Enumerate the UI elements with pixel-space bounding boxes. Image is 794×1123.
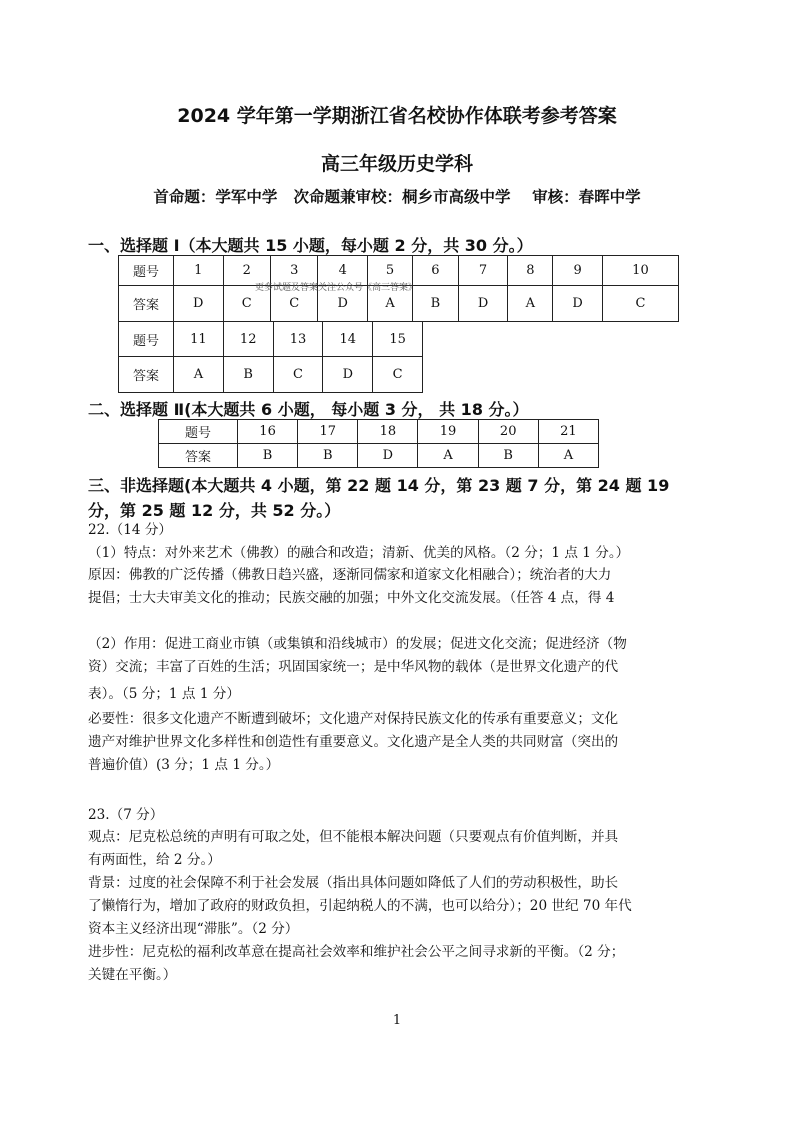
credits-line: 首命题：学军中学 次命题兼审校：桐乡市高级中学 审核：春晖中学 bbox=[153, 188, 641, 206]
row-label-ans: 答案 bbox=[119, 286, 174, 322]
q22-line: 表）。（5 分；1 点 1 分） bbox=[88, 686, 240, 702]
answer-cell: D bbox=[358, 444, 418, 468]
answer-table-2 bbox=[118, 321, 423, 393]
q22-line: 必要性：很多文化遗产不断遭到破坏；文化遗产对保持民族文化的传承有重要意义；文化 bbox=[88, 711, 619, 727]
answer-cell: C bbox=[271, 286, 318, 322]
page-subtitle: 高三年级历史学科 bbox=[320, 153, 473, 175]
answer-cell: B bbox=[413, 286, 459, 322]
question-number: 5 bbox=[368, 256, 413, 286]
table-row bbox=[159, 444, 599, 468]
question-number: 11 bbox=[174, 322, 224, 357]
q23-line: 资本主义经济出现“滞胀”。（2 分） bbox=[88, 921, 299, 937]
question-number: 13 bbox=[273, 322, 323, 357]
question-number: 15 bbox=[373, 322, 423, 357]
question-number: 1 bbox=[174, 256, 224, 286]
answer-cell: D bbox=[553, 286, 603, 322]
answer-cell: A bbox=[368, 286, 413, 322]
question-number: 16 bbox=[238, 420, 298, 444]
question-number: 12 bbox=[223, 322, 273, 357]
question-number: 9 bbox=[553, 256, 603, 286]
question-number: 4 bbox=[318, 256, 368, 286]
answer-cell: A bbox=[508, 286, 553, 322]
answer-cell: D bbox=[318, 286, 368, 322]
answer-cell: A bbox=[418, 444, 478, 468]
section3-heading-line1: 三、非选择题(本大题共 4 小题，第 22 题 14 分，第 23 题 7 分，第 24 题 19 bbox=[88, 476, 670, 495]
question-number: 18 bbox=[358, 420, 418, 444]
question-number: 7 bbox=[458, 256, 508, 286]
answer-cell: C bbox=[602, 286, 678, 322]
answer-cell: D bbox=[458, 286, 508, 322]
answer-cell: C bbox=[223, 286, 270, 322]
row-label-ans: 答案 bbox=[119, 357, 174, 393]
section1-heading: 一、选择题 Ⅰ（本大题共 15 小题，每小题 2 分，共 30 分。） bbox=[88, 236, 533, 255]
question-number: 8 bbox=[508, 256, 553, 286]
q23-line: 进步性：尼克松的福利改革意在提高社会效率和维护社会公平之间寻求新的平衡。（2 分； bbox=[88, 944, 625, 960]
question-number: 2 bbox=[223, 256, 270, 286]
answer-cell: B bbox=[238, 444, 298, 468]
q22-line: （2）作用：促进工商业市镇（或集镇和沿线城市）的发展；促进文化交流；促进经济（物 bbox=[88, 636, 627, 652]
q22-line: 原因：佛教的广泛传播（佛教日趋兴盛，逐渐同儒家和道家文化相融合）；统治者的大力 bbox=[88, 567, 612, 583]
question-number: 6 bbox=[413, 256, 459, 286]
q23-line: 了懒惰行为，增加了政府的财政负担，引起纳税人的不满，也可以给分）；20 世纪 70 年代 bbox=[88, 898, 632, 914]
q22-line: 资）交流；丰富了百姓的生活；巩固国家统一；是中华风物的载体（是世界文化遗产的代 bbox=[88, 659, 619, 675]
question-number: 3 bbox=[271, 256, 318, 286]
question-number: 20 bbox=[478, 420, 538, 444]
answer-cell: A bbox=[174, 357, 224, 393]
section3-heading-line2: 分，第 25 题 12 分，共 52 分。） bbox=[88, 501, 341, 520]
answer-cell: B bbox=[298, 444, 358, 468]
q22-line: 普遍价值）(3 分；1 点 1 分。） bbox=[88, 757, 280, 773]
table-row bbox=[159, 420, 599, 444]
answer-cell: B bbox=[223, 357, 273, 393]
row-label-num: 题号 bbox=[159, 420, 238, 444]
q22-line: 遗产对维护世界文化多样性和创造性有重要意义。文化遗产是全人类的共同财富（突出的 bbox=[88, 734, 619, 750]
watermark-text: 更多试题及答案关注公众号《高三答案》 bbox=[255, 283, 418, 293]
answer-cell: A bbox=[538, 444, 598, 468]
question-number: 17 bbox=[298, 420, 358, 444]
answer-cell: B bbox=[478, 444, 538, 468]
q23-heading: 23.（7 分） bbox=[88, 807, 164, 823]
answer-table-3 bbox=[158, 419, 599, 468]
row-label-num: 题号 bbox=[119, 256, 174, 286]
answer-cell: C bbox=[373, 357, 423, 393]
answer-cell: D bbox=[323, 357, 373, 393]
section2-heading: 二、选择题 Ⅱ(本大题共 6 小题， 每小题 3 分， 共 18 分。） bbox=[88, 400, 529, 419]
page-number: 1 bbox=[392, 1013, 402, 1028]
q22-line: 提倡；士大夫审美文化的推动；民族交融的加强；中外文化交流发展。（任答 4 点，得 4 bbox=[88, 590, 615, 606]
table-row bbox=[119, 357, 423, 393]
answer-cell: D bbox=[174, 286, 224, 322]
q22-heading: 22.（14 分） bbox=[88, 522, 173, 538]
row-label-ans: 答案 bbox=[159, 444, 238, 468]
question-number: 19 bbox=[418, 420, 478, 444]
q23-line: 观点：尼克松总统的声明有可取之处，但不能根本解决问题（只要观点有价值判断，并具 bbox=[88, 829, 619, 845]
question-number: 21 bbox=[538, 420, 598, 444]
q22-line: （1）特点：对外来艺术（佛教）的融合和改造；清新、优美的风格。（2 分；1 点 1 分。） bbox=[88, 545, 630, 561]
page-title: 2024 学年第一学期浙江省名校协作体联考参考答案 bbox=[177, 105, 617, 127]
row-label-num: 题号 bbox=[119, 322, 174, 357]
q23-line: 有两面性，给 2 分。） bbox=[88, 852, 221, 868]
question-number: 10 bbox=[602, 256, 678, 286]
answer-cell: C bbox=[273, 357, 323, 393]
table-row bbox=[119, 322, 423, 357]
q23-line: 关键在平衡。） bbox=[88, 967, 177, 983]
q23-line: 背景：过度的社会保障不利于社会发展（指出具体问题如降低了人们的劳动积极性，助长 bbox=[88, 875, 619, 891]
question-number: 14 bbox=[323, 322, 373, 357]
